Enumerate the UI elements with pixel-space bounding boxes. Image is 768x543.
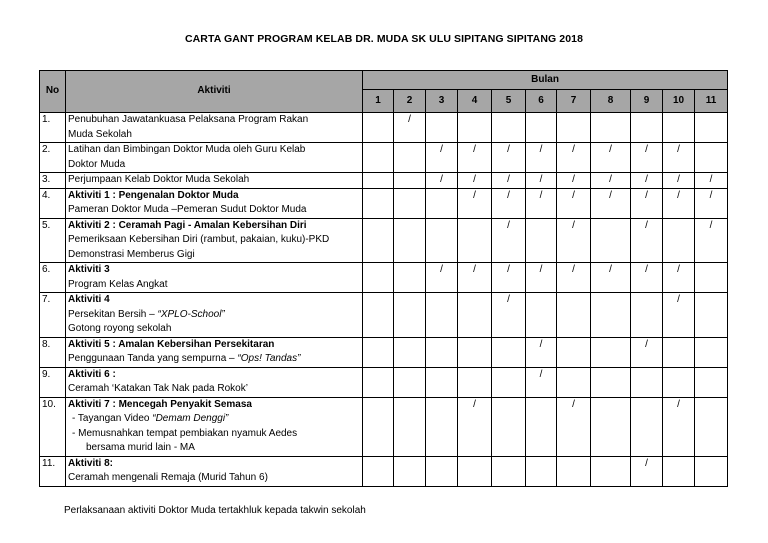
month-cell-4 xyxy=(458,293,492,338)
month-cell-6 xyxy=(526,263,557,293)
activity-cell xyxy=(66,367,363,397)
month-cell-5 xyxy=(492,337,526,367)
month-cell-8 xyxy=(591,263,631,293)
activity-text: bersama murid lain - MA xyxy=(86,442,195,453)
header-activity: Aktiviti xyxy=(66,71,363,113)
month-cell-8 xyxy=(591,456,631,486)
activity-line xyxy=(68,113,360,128)
header-month-5: 5 xyxy=(492,90,526,113)
table-row xyxy=(40,397,728,456)
activity-line xyxy=(68,158,360,173)
schedule-mark: / xyxy=(572,174,575,185)
month-cell-2 xyxy=(394,293,426,338)
schedule-mark: / xyxy=(677,174,680,185)
activity-italic-text: “XPLO-School” xyxy=(157,308,225,320)
month-cell-6 xyxy=(526,367,557,397)
activity-text: Pemeriksaan Kebersihan Diri (rambut, pakaian, kuku)-PKD xyxy=(68,234,330,245)
schedule-mark: / xyxy=(609,264,612,275)
schedule-mark: / xyxy=(677,398,680,410)
month-cell-6 xyxy=(526,456,557,486)
month-cell-7 xyxy=(557,113,591,143)
activity-text: Gotong royong sekolah xyxy=(68,323,172,334)
activity-text: Aktiviti 8: xyxy=(68,457,114,469)
schedule-mark: / xyxy=(645,189,648,201)
month-cell-8 xyxy=(591,173,631,189)
header-no: No xyxy=(40,71,66,113)
schedule-mark: / xyxy=(709,219,713,231)
month-cell-5 xyxy=(492,397,526,456)
month-cell-9 xyxy=(631,337,663,367)
schedule-mark: / xyxy=(677,189,680,201)
schedule-mark: / xyxy=(507,219,510,231)
month-cell-9 xyxy=(631,293,663,338)
month-cell-9 xyxy=(631,367,663,397)
row-number: 8. xyxy=(40,337,66,367)
activity-text: Aktiviti 7 : Mencegah Penyakit Semasa xyxy=(68,398,252,410)
month-cell-11 xyxy=(695,367,728,397)
table-row xyxy=(40,188,728,218)
activity-text: Perjumpaan Kelab Doktor Muda Sekolah xyxy=(68,174,250,185)
schedule-mark: / xyxy=(473,264,476,275)
activity-line xyxy=(68,189,360,204)
month-cell-4 xyxy=(458,113,492,143)
activity-cell xyxy=(66,218,363,263)
month-cell-7 xyxy=(557,293,591,338)
month-cell-1 xyxy=(363,293,394,338)
header-month-2: 2 xyxy=(394,90,426,113)
month-cell-8 xyxy=(591,337,631,367)
month-cell-1 xyxy=(363,367,394,397)
month-cell-3 xyxy=(426,218,458,263)
month-cell-2 xyxy=(394,218,426,263)
schedule-mark: / xyxy=(709,174,713,185)
month-cell-4 xyxy=(458,173,492,189)
activity-cell xyxy=(66,263,363,293)
table-row xyxy=(40,113,728,143)
row-number: 2. xyxy=(40,143,66,173)
schedule-mark: / xyxy=(572,144,575,155)
month-cell-10 xyxy=(663,367,695,397)
schedule-mark: / xyxy=(507,294,510,305)
month-cell-10 xyxy=(663,456,695,486)
table-row xyxy=(40,218,728,263)
activity-text: Persekitan Bersih – xyxy=(68,308,158,320)
table-row xyxy=(40,143,728,173)
month-cell-2 xyxy=(394,173,426,189)
month-cell-4 xyxy=(458,456,492,486)
schedule-mark: / xyxy=(645,264,648,275)
month-cell-10 xyxy=(663,173,695,189)
row-number: 11. xyxy=(40,456,66,486)
table-row xyxy=(40,263,728,293)
row-number: 1. xyxy=(40,113,66,143)
month-cell-7 xyxy=(557,263,591,293)
schedule-mark: / xyxy=(645,457,648,469)
month-cell-9 xyxy=(631,456,663,486)
month-cell-4 xyxy=(458,263,492,293)
month-cell-3 xyxy=(426,456,458,486)
activity-text: Latihan dan Bimbingan Doktor Muda oleh Guru Kelab xyxy=(68,144,306,155)
month-cell-2 xyxy=(394,367,426,397)
schedule-mark: / xyxy=(539,174,543,185)
activity-line xyxy=(68,427,360,442)
row-number: 6. xyxy=(40,263,66,293)
schedule-mark: / xyxy=(473,189,476,201)
month-cell-4 xyxy=(458,337,492,367)
activity-line xyxy=(68,219,360,234)
month-cell-2 xyxy=(394,143,426,173)
activity-line xyxy=(68,471,360,486)
month-cell-3 xyxy=(426,397,458,456)
month-cell-7 xyxy=(557,188,591,218)
activity-text: Aktiviti 3 xyxy=(68,264,110,275)
activity-cell xyxy=(66,337,363,367)
month-cell-10 xyxy=(663,113,695,143)
month-cell-1 xyxy=(363,337,394,367)
month-cell-5 xyxy=(492,367,526,397)
schedule-mark: / xyxy=(539,368,543,380)
month-cell-11 xyxy=(695,113,728,143)
schedule-mark: / xyxy=(440,264,443,275)
month-cell-6 xyxy=(526,397,557,456)
month-cell-6 xyxy=(526,173,557,189)
month-cell-10 xyxy=(663,188,695,218)
schedule-mark: / xyxy=(645,144,648,155)
month-cell-8 xyxy=(591,293,631,338)
activity-text: Penggunaan Tanda yang sempurna – xyxy=(68,353,238,364)
month-cell-8 xyxy=(591,367,631,397)
activity-line xyxy=(68,278,360,293)
row-number: 7. xyxy=(40,293,66,338)
table-row xyxy=(40,367,728,397)
activity-text: Program Kelas Angkat xyxy=(68,278,168,290)
schedule-mark: / xyxy=(677,144,680,155)
month-cell-9 xyxy=(631,397,663,456)
month-cell-3 xyxy=(426,293,458,338)
month-cell-7 xyxy=(557,367,591,397)
schedule-mark: / xyxy=(645,174,648,185)
month-cell-1 xyxy=(363,173,394,189)
month-cell-9 xyxy=(631,113,663,143)
activity-text: Aktiviti 5 : Amalan Kebersihan Persekitaran xyxy=(68,338,275,350)
gantt-body xyxy=(40,113,728,487)
activity-italic-text: “Demam Denggi” xyxy=(152,413,229,424)
month-cell-1 xyxy=(363,456,394,486)
month-cell-4 xyxy=(458,397,492,456)
month-cell-9 xyxy=(631,218,663,263)
header-month-8: 8 xyxy=(591,90,631,113)
activity-line xyxy=(68,233,360,248)
schedule-mark: / xyxy=(572,219,575,231)
month-cell-7 xyxy=(557,456,591,486)
schedule-mark: / xyxy=(572,264,575,275)
month-cell-10 xyxy=(663,397,695,456)
month-cell-11 xyxy=(695,293,728,338)
month-cell-1 xyxy=(363,188,394,218)
month-cell-8 xyxy=(591,397,631,456)
activity-line xyxy=(68,441,360,456)
month-cell-11 xyxy=(695,263,728,293)
schedule-mark: / xyxy=(572,189,575,201)
activity-cell xyxy=(66,397,363,456)
month-cell-1 xyxy=(363,218,394,263)
activity-text: Doktor Muda xyxy=(68,158,126,170)
month-cell-3 xyxy=(426,173,458,189)
schedule-mark: / xyxy=(539,189,543,201)
table-row xyxy=(40,173,728,189)
activity-text: Aktiviti 2 : Ceramah Pagi - Amalan Kebersihan Diri xyxy=(68,219,307,231)
month-cell-4 xyxy=(458,143,492,173)
activity-text: Pameran Doktor Muda –Pemeran Sudut Doktor Muda xyxy=(68,204,307,215)
month-cell-2 xyxy=(394,263,426,293)
month-cell-9 xyxy=(631,263,663,293)
month-cell-4 xyxy=(458,188,492,218)
month-cell-5 xyxy=(492,173,526,189)
month-cell-10 xyxy=(663,293,695,338)
month-cell-11 xyxy=(695,188,728,218)
activity-line xyxy=(68,308,360,323)
month-cell-7 xyxy=(557,173,591,189)
month-cell-8 xyxy=(591,188,631,218)
month-cell-11 xyxy=(695,337,728,367)
activity-cell xyxy=(66,456,363,486)
table-row xyxy=(40,293,728,338)
activity-cell xyxy=(66,113,363,143)
month-cell-1 xyxy=(363,143,394,173)
activity-line xyxy=(68,322,360,337)
month-cell-3 xyxy=(426,337,458,367)
schedule-mark: / xyxy=(408,114,411,125)
month-cell-5 xyxy=(492,456,526,486)
month-cell-10 xyxy=(663,218,695,263)
row-number: 9. xyxy=(40,367,66,397)
schedule-mark: / xyxy=(473,144,476,155)
schedule-mark: / xyxy=(709,189,713,201)
month-cell-6 xyxy=(526,293,557,338)
month-cell-3 xyxy=(426,188,458,218)
activity-line xyxy=(68,263,360,278)
activity-line xyxy=(68,457,360,472)
row-number: 3. xyxy=(40,173,66,189)
activity-text: Ceramah mengenali Remaja (Murid Tahun 6) xyxy=(68,472,268,483)
month-cell-3 xyxy=(426,113,458,143)
activity-cell xyxy=(66,173,363,189)
month-cell-6 xyxy=(526,337,557,367)
header-month-10: 10 xyxy=(663,90,695,113)
document-title: CARTA GANT PROGRAM KELAB DR. MUDA SK ULU SIPITANG SIPITANG 2018 xyxy=(184,33,584,45)
activity-line xyxy=(68,368,360,383)
month-cell-1 xyxy=(363,397,394,456)
month-cell-5 xyxy=(492,143,526,173)
month-cell-8 xyxy=(591,143,631,173)
schedule-mark: / xyxy=(539,338,543,350)
schedule-mark: / xyxy=(609,144,612,155)
row-number: 4. xyxy=(40,188,66,218)
month-cell-7 xyxy=(557,218,591,263)
month-cell-4 xyxy=(458,218,492,263)
month-cell-5 xyxy=(492,263,526,293)
activity-line xyxy=(68,338,360,353)
month-cell-10 xyxy=(663,263,695,293)
activity-text: - Memusnahkan tempat pembiakan nyamuk Aedes xyxy=(72,427,298,439)
month-cell-3 xyxy=(426,367,458,397)
month-cell-2 xyxy=(394,337,426,367)
header-month-4: 4 xyxy=(458,90,492,113)
schedule-mark: / xyxy=(609,174,612,185)
header-month-1: 1 xyxy=(363,90,394,113)
month-cell-10 xyxy=(663,143,695,173)
month-cell-9 xyxy=(631,143,663,173)
month-cell-1 xyxy=(363,263,394,293)
month-cell-4 xyxy=(458,367,492,397)
month-cell-11 xyxy=(695,218,728,263)
schedule-mark: / xyxy=(440,174,443,185)
activity-line xyxy=(68,382,360,397)
header-month-3: 3 xyxy=(426,90,458,113)
activity-text: Demonstrasi Memberus Gigi xyxy=(68,248,195,260)
schedule-mark: / xyxy=(473,174,476,185)
header-row-top xyxy=(40,71,728,90)
activity-line xyxy=(68,412,360,427)
schedule-mark: / xyxy=(645,219,648,231)
activity-cell xyxy=(66,143,363,173)
activity-text: Aktiviti 6 : xyxy=(68,368,116,380)
month-cell-6 xyxy=(526,143,557,173)
header-month-group: Bulan xyxy=(363,71,728,90)
footnote: Perlaksanaan aktiviti Doktor Muda tertakhluk kepada takwin sekolah xyxy=(64,505,366,516)
month-cell-9 xyxy=(631,188,663,218)
activity-line xyxy=(68,203,360,218)
activity-cell xyxy=(66,188,363,218)
month-cell-2 xyxy=(394,397,426,456)
month-cell-8 xyxy=(591,218,631,263)
month-cell-5 xyxy=(492,188,526,218)
header-month-11: 11 xyxy=(695,90,728,113)
schedule-mark: / xyxy=(507,264,510,275)
activity-line xyxy=(68,248,360,263)
activity-line xyxy=(68,128,360,143)
month-cell-1 xyxy=(363,113,394,143)
activity-text: Ceramah ‘Katakan Tak Nak pada Rokok’ xyxy=(68,383,248,394)
month-cell-3 xyxy=(426,263,458,293)
month-cell-11 xyxy=(695,456,728,486)
schedule-mark: / xyxy=(645,338,648,350)
month-cell-5 xyxy=(492,293,526,338)
activity-line xyxy=(68,398,360,413)
gantt-chart-table xyxy=(39,70,728,487)
schedule-mark: / xyxy=(677,264,680,275)
schedule-mark: / xyxy=(507,144,510,155)
month-cell-9 xyxy=(631,173,663,189)
activity-line xyxy=(68,352,360,367)
month-cell-2 xyxy=(394,188,426,218)
month-cell-2 xyxy=(394,113,426,143)
month-cell-6 xyxy=(526,188,557,218)
schedule-mark: / xyxy=(539,264,543,275)
activity-text: Penubuhan Jawatankuasa Pelaksana Program Rakan xyxy=(68,114,309,125)
activity-line xyxy=(68,173,360,188)
row-number: 10. xyxy=(40,397,66,456)
activity-line xyxy=(68,293,360,308)
month-cell-3 xyxy=(426,143,458,173)
schedule-mark: / xyxy=(677,294,680,305)
activity-text: Aktiviti 4 xyxy=(68,294,110,305)
activity-cell xyxy=(66,293,363,338)
activity-text: Muda Sekolah xyxy=(68,128,132,140)
activity-text: - Tayangan Video xyxy=(72,413,153,424)
header-month-9: 9 xyxy=(631,90,663,113)
schedule-mark: / xyxy=(507,189,510,201)
schedule-mark: / xyxy=(473,398,476,410)
activity-line xyxy=(68,143,360,158)
row-number: 5. xyxy=(40,218,66,263)
month-cell-11 xyxy=(695,143,728,173)
table-row xyxy=(40,337,728,367)
month-cell-7 xyxy=(557,397,591,456)
schedule-mark: / xyxy=(609,189,612,201)
schedule-mark: / xyxy=(440,144,443,155)
month-cell-5 xyxy=(492,218,526,263)
month-cell-8 xyxy=(591,113,631,143)
month-cell-6 xyxy=(526,218,557,263)
month-cell-6 xyxy=(526,113,557,143)
activity-text: Aktiviti 1 : Pengenalan Doktor Muda xyxy=(68,189,239,201)
header-month-6: 6 xyxy=(526,90,557,113)
month-cell-11 xyxy=(695,173,728,189)
header-month-7: 7 xyxy=(557,90,591,113)
month-cell-10 xyxy=(663,337,695,367)
table-row xyxy=(40,456,728,486)
schedule-mark: / xyxy=(507,174,510,185)
activity-italic-text: “Ops! Tandas” xyxy=(237,353,301,364)
schedule-mark: / xyxy=(572,398,575,410)
month-cell-7 xyxy=(557,143,591,173)
month-cell-7 xyxy=(557,337,591,367)
month-cell-5 xyxy=(492,113,526,143)
month-cell-2 xyxy=(394,456,426,486)
schedule-mark: / xyxy=(539,144,543,155)
month-cell-11 xyxy=(695,397,728,456)
